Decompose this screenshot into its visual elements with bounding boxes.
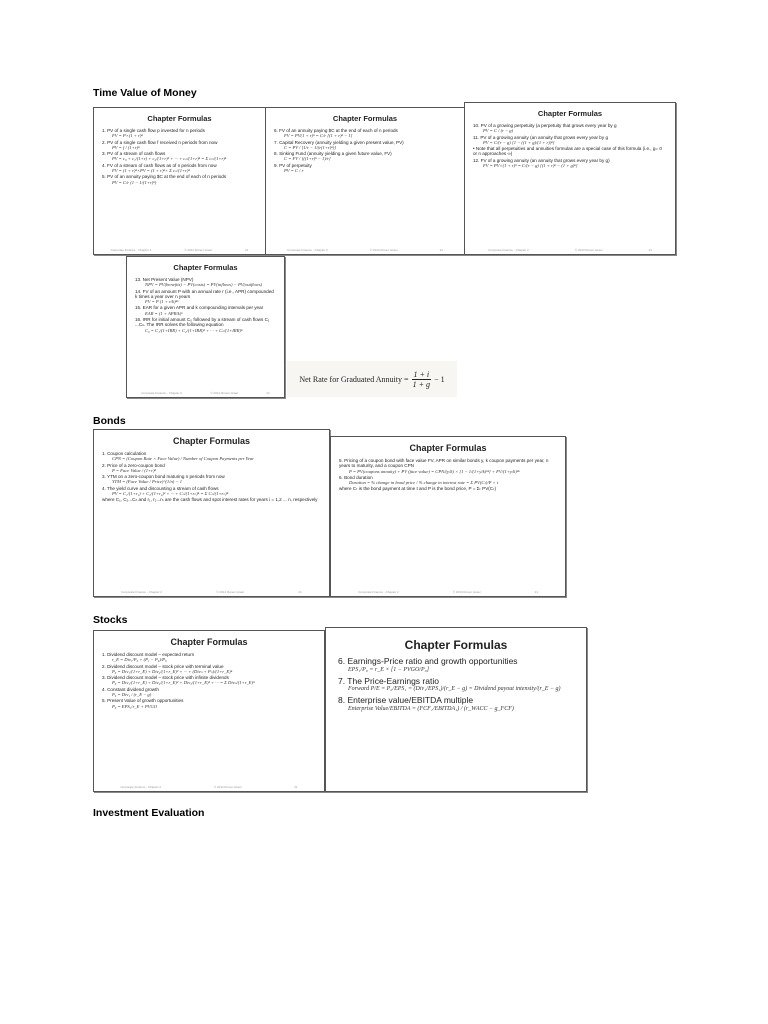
slide-footer: Corporate Finance - Chapter 2 © 2014 Ronen Israel 21 (141, 391, 270, 395)
formula-item: 15. EAR for a given APR and k compounding intervals per year EAR = (1 + APR/k)ᵏ (135, 305, 264, 316)
slide-footer: Corporate Finance - Chapter 2 © 2014 Ronen Israel 21 (358, 590, 538, 594)
formula-item: 2. Dividend discount model – stock price with terminal value P₀ = Div₁/(1+r_E) + Div₂/(1+r_E)² + ··· + (Divₙ + Pₙ)/(1+r_E)ⁿ (102, 663, 233, 674)
formula-list (473, 123, 667, 168)
net-rate-denominator: 1 + g (412, 379, 431, 389)
formula-item: 4. The yield curve and discounting a stream of cash flows PV = C₁/(1+r₁) + C₂/(1+r₂)² + ··· + Cₙ/(1+rₙ)ⁿ = Σ Cₙ/(1+rₙ)ⁿ (102, 485, 229, 496)
tvm-formula-slide-4 (126, 256, 285, 398)
formula-note: where Cₜ is the bond payment at time t and P is the bond price, P = Σₜ PV(Cₜ) (339, 486, 497, 492)
formula-item: 1. PV of a single cash flow p invested for n periods FV = P×(1 + r)ⁿ (102, 128, 205, 139)
net-rate-label: Net Rate for Graduated Annuity = (299, 374, 409, 384)
heading-time-value-of-money: Time Value of Money (93, 87, 197, 99)
slide-title: Chapter Formulas (172, 436, 250, 446)
formula-item: 14. FV of an amount P with an annual rate r (i.e., APR) compounded k times a year over n years FV = P (1 + r/k)ⁿᵏ (135, 288, 274, 305)
formula-item: 16. IRR for initial amount C₀ followed by a stream of cash flows C₁ ...Cₙ. The IRR solves the following equation C₀ = C₁/(1+IRR) + C₂/(1+IRR)² + ··· + Cₙ/(1+IRR)ⁿ (135, 316, 270, 333)
slide-title: Chapter Formulas (404, 638, 508, 652)
formula-item: 10. PV of a growing perpetuity (a perpetuity that grows every year by g PV = C / (r − g) (473, 123, 617, 134)
formula-note: where C₁, C₂...Cₙ and r₁, r₂...rₙ are the cash flows and spot interest rates for years i = 1,2 ... n, respectively (102, 497, 318, 503)
formula-item: 5. Present Value of growth opportunities P₀ = EPS₁/r_E + PVGO (102, 698, 184, 709)
formula-item: 5. Pricing of a coupon bond with face value FV, APR on similar bonds y, k coupon payments per year, n years to maturity, and a coupon CPN P = PV(coupons annuity) + PV (face value) = CPN/(y/k) × [1 − 1/(1+y/k)ⁿᵏ] + FV/(1+y/k)ⁿᵏ (339, 458, 549, 474)
slide-title: Chapter Formulas (170, 637, 248, 647)
formula-item: 7. Capital Recovery (annuity yielding a given present value, PV) C = PV / [1/r − 1/(r(1+r)ⁿ)] (274, 139, 404, 150)
tvm-formula-slide-3 (464, 102, 676, 255)
formula-item: 3. PV of a stream of cash flows PV = c₀ + c₁/(1+r) + c₂/(1+r)² + ··· + cₙ/(1+r)ⁿ = Σ cₙ/(1+r)ⁿ (102, 151, 227, 162)
formula-item: 4. Constant dividend growth P₀ = Div₁ / (r_E − g) (102, 686, 159, 697)
heading-investment-evaluation: Investment Evaluation (93, 807, 205, 819)
stocks-formula-slide-2 (325, 627, 587, 792)
formula-item: 3. YTM on a zero-coupon bond maturing n periods from now YTM = (Face Value / Price)^(1/n) − 1 (102, 474, 225, 485)
tvm-formula-slide-2 (265, 107, 465, 255)
formula-item: 7. The Price-Earnings ratio Forward P/E = P₀/EPS₁ = (Div₁/EPS₁)/(r_E − g) = Dividend payout intensity/(r_E − g) (338, 675, 561, 693)
formula-item: 3. Dividend discount model – stock price with infinite dividends P₀ = Div₁/(1+r_E) + Div₂/(1+r_E)² + Div₃/(1+r_E)³ + ··· = Σ Divₙ/(1+r_E)ⁿ (102, 675, 255, 686)
bonds-formula-slide-1 (93, 429, 330, 597)
slide-title: Chapter Formulas (147, 114, 212, 123)
formula-item: 11. PV of a growing annuity (an annuity that grows every year by g PV = C/(r − g) [1 − ((1 + g)/(1 + r))ⁿ] (473, 134, 608, 145)
heading-stocks: Stocks (93, 614, 128, 626)
net-rate-numerator: 1 + i (413, 369, 430, 379)
slide-footer: Corporate Finance - Chapter 2 © 2014 Ronen Israel 21 (488, 248, 652, 252)
formula-item: 2. Price of a zero-coupon bond P = Face Value / (1+r)ⁿ (102, 462, 165, 473)
formula-item: 8. Enterprise value/EBITDA multiple Enterprise Value/EBITDA = (FCF₁/EBITDA₁) / (r_WACC − g_FCF) (338, 695, 514, 713)
slide-footer: Corporate Finance - Chapter 2 © 2014 Ronen Israel 21 (287, 248, 443, 252)
net-rate-graduated-annuity-formula (287, 361, 457, 397)
formula-note: • Note that all perpetuities and annuities formulas are a special case of this formula (i.e., g= 0 or n approaches ∞) (473, 146, 662, 157)
slide-title: Chapter Formulas (409, 443, 487, 453)
formula-item: 1. Coupon calculation CPN = (Coupon Rate × Face Value) / Number of Coupon Payments per Year (102, 451, 254, 462)
formula-item: 8. Sinking Fund (annuity yielding a given future value, FV) C = FV / [((1+r)ⁿ − 1)/r] (274, 151, 392, 162)
formula-list (338, 657, 574, 713)
net-rate-fraction (412, 370, 432, 389)
formula-item: 13. Net Present Value (NPV) NPV = PV(benefits) − PV(costs) = PV(inflows) − PV(outflows) (135, 277, 263, 288)
formula-item: 6. FV of an annuity paying $C at the end of each of n periods FV = PV(1 + r)ⁿ = C/r [(1 + r)ⁿ − 1] (274, 128, 398, 139)
tvm-formula-slide-1 (93, 107, 266, 255)
formula-list (339, 458, 557, 492)
formula-list (102, 652, 316, 709)
slide-title: Chapter Formulas (332, 114, 398, 123)
slide-footer: Corporate Finance - Chapter 2 © 2014 Ronen Israel 21 (110, 248, 249, 252)
net-rate-tail: − 1 (434, 374, 445, 384)
formula-item: 4. FV of a stream of cash flows as of n periods from now FV = (1 + r)ⁿ×PV = (1 + r)ⁿ× Σ cₙ/(1+r)ⁿ (102, 162, 217, 173)
formula-list (102, 128, 257, 185)
formula-item: 1. Dividend discount model – expected return r_E = Div₁/P₀ + (P₁ − P₀)/P₀ (102, 652, 195, 663)
stocks-formula-slide-1 (93, 630, 325, 792)
formula-item: 12. FV of a growing annuity (an annuity that grows every year by g) FV = PV×(1 + r)ⁿ = C/(r − g) [(1 + r)ⁿ − (1 + g)ⁿ] (473, 157, 610, 168)
formula-item: 6. Bond duration Duration = % change in bond price / % change in interest rate = Σ PV(Cₜ)/P × t (339, 474, 499, 486)
slide-footer: Corporate Finance - Chapter 2 © 2014 Ronen Israel 21 (120, 785, 298, 789)
formula-list (135, 277, 276, 333)
formula-item: 5. PV of an annuity paying $C at the end of each of n periods PV = C/r (1 − 1/(1+r)ⁿ) (102, 174, 227, 185)
slide-footer: Corporate Finance - Chapter 2 © 2014 Ronen Israel 21 (121, 590, 302, 594)
slide-title: Chapter Formulas (537, 109, 603, 118)
formula-item: 6. Earnings-Price ratio and growth opportunities EPS₁/P₀ = r_E × [1 − PVGO/P₀] (338, 656, 518, 673)
formula-item: 2. PV of a single cash flow f received n periods from now PV = f / (1+r)ⁿ (102, 139, 218, 150)
formula-list (102, 451, 321, 503)
heading-bonds: Bonds (93, 415, 126, 427)
slide-title: Chapter Formulas (173, 263, 238, 272)
formula-item: 9. PV of perpetuity PV = C / r (274, 162, 312, 173)
formula-list (274, 128, 456, 173)
bonds-formula-slide-2 (330, 436, 566, 597)
